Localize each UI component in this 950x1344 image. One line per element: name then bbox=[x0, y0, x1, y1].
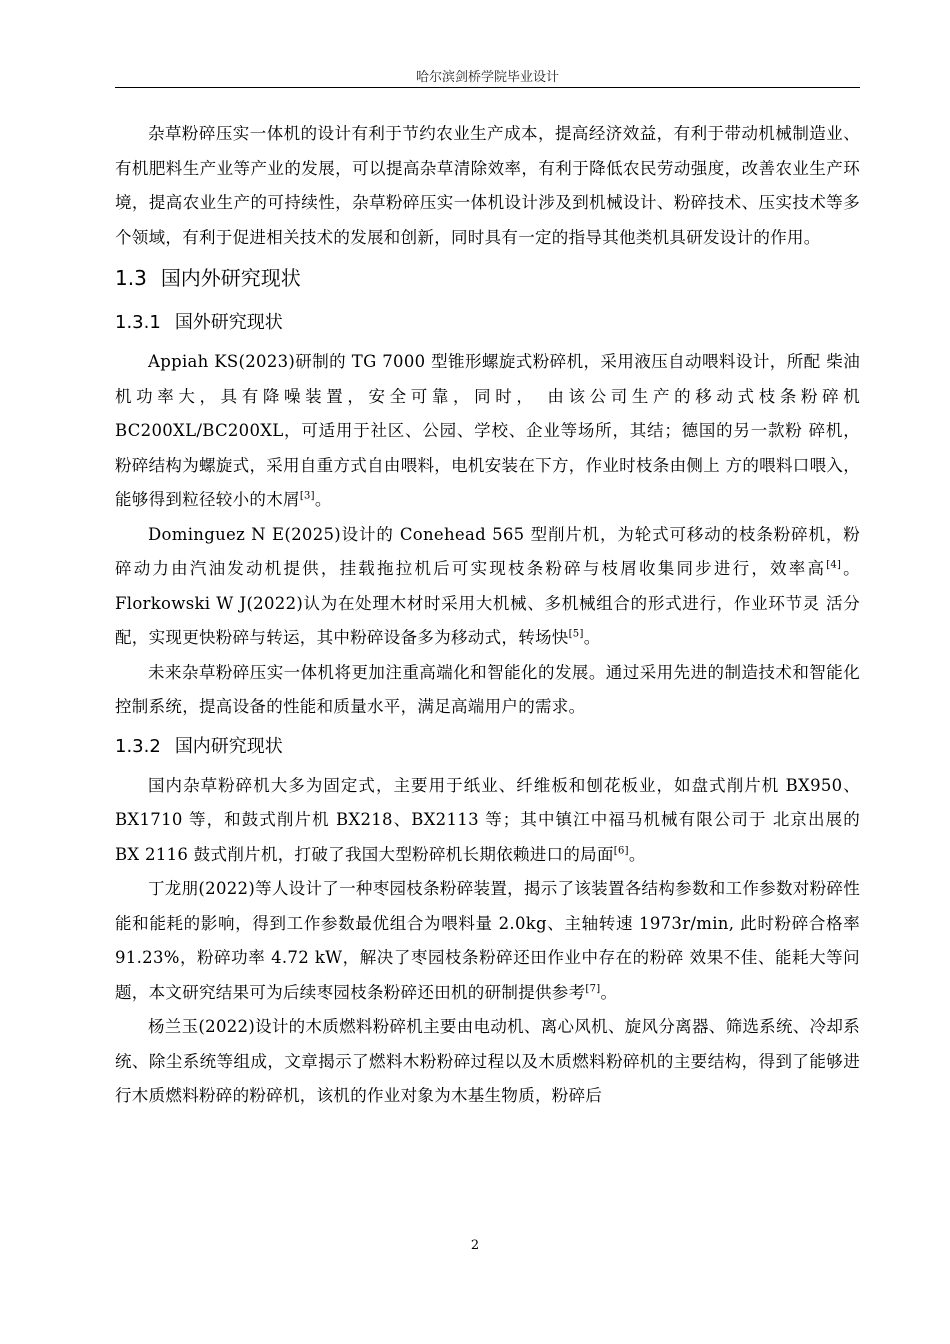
subsection-title: 国内研究现状 bbox=[174, 735, 283, 757]
paragraph-end: 。 bbox=[583, 628, 601, 647]
paragraph-domestic-chippers bbox=[115, 769, 860, 873]
paragraph-end: 。 bbox=[600, 982, 618, 1002]
paragraph-dominguez bbox=[115, 518, 860, 656]
subsection-title: 国外研究现状 bbox=[174, 312, 283, 333]
subsection-number: 1.3.1 bbox=[115, 312, 161, 333]
citation-ref: [3] bbox=[299, 490, 315, 502]
subsection-number: 1.3.2 bbox=[115, 735, 161, 757]
citation-ref: [5] bbox=[568, 628, 584, 640]
paragraph-ding-longpeng bbox=[115, 872, 860, 1010]
document-body bbox=[115, 117, 860, 1114]
paragraph-text: 。 Florkowski W J(2022)认为在处理木材时采用大机械、多机械组合的形式进行，作业环节灵 活分配，实现更快粉碎与转运，其中粉碎设备多为移动式，转场快 bbox=[115, 559, 860, 647]
paragraph-appiah bbox=[115, 345, 860, 518]
page-header-title: 哈尔滨剑桥学院毕业设计 bbox=[415, 70, 559, 85]
citation-ref: [6] bbox=[613, 845, 629, 856]
paragraph-text: Dominguez N E(2025)设计的 Conehead 565 型削片机，为轮式可移动的枝条粉碎机，粉碎动力由汽油发动机提供，挂载拖拉机后可实现枝条粉碎与枝屑收集同步进行，效率高 bbox=[115, 524, 860, 578]
paragraph-significance: 杂草粉碎压实一体机的设计有利于节约农业生产成本，提高经济效益，有利于带动机械制造业、有机肥料生产业等产业的发展，可以提高杂草清除效率，有利于降低农民劳动强度，改善农业生产环境，提高农业生产的可持续性，杂草粉碎压实一体机设计涉及到机械设计、粉碎技术、压实技术等多个领域，有利于促进相关技术的发展和创新，同时具有一定的指导其他类机具研发设计的作用。 bbox=[115, 124, 860, 247]
citation-ref: [4] bbox=[826, 559, 842, 571]
paragraph-text: 国内杂草粉碎机大多为固定式，主要用于纸业、纤维板和刨花板业，如盘式削片机 BX950、BX1710 等，和鼓式削片机 BX218、BX2113 等；其中镇江中福马机械有限公司于 北京出展的 BX 2116 鼓式削片机，打破了我国大型粉碎机长期依赖进口的局面 bbox=[115, 775, 860, 864]
subsection-heading-1-3-2 bbox=[115, 725, 860, 769]
citation-ref: [7] bbox=[585, 983, 601, 994]
paragraph-future: 未来杂草粉碎压实一体机将更加注重高端化和智能化的发展。通过采用先进的制造技术和智能化控制系统，提高设备的性能和质量水平，满足高端用户的需求。 bbox=[115, 662, 860, 716]
section-title: 国内外研究现状 bbox=[160, 266, 301, 290]
paragraph-end: 。 bbox=[628, 844, 646, 864]
section-heading-1-3 bbox=[115, 255, 860, 301]
paragraph-text: Appiah KS(2023)研制的 TG 7000 型锥形螺旋式粉碎机，采用液压自动喂料设计，所配 柴油机功率大，具有降噪装置，安全可靠，同时， 由该公司生产的移动式枝条粉碎机 BC200XL/BC200XL，可适用于社区、公园、学校、企业等场所，其结；德国的另一款粉 碎机，粉碎结构为螺旋式，采用自重方式自由喂料，电机安装在下方，作业时枝条由侧上 方的喂料口喂入，能够得到粒径较小的木屑 bbox=[115, 352, 860, 509]
section-number: 1.3 bbox=[115, 266, 147, 290]
header-rule bbox=[115, 87, 860, 88]
page-number: 2 bbox=[470, 1238, 480, 1253]
paragraph-text: 丁龙朋(2022)等人设计了一种枣园枝条粉碎装置，揭示了该装置各结构参数和工作参数对粉碎性能和能耗的影响，得到工作参数最优组合为喂料量 2.0kg、主轴转速 1973r/min, 此时粉碎合格率 91.23%，粉碎功率 4.72 kW，解决了枣园枝条粉碎还田作业中存在的粉碎 效果不佳、能耗大等问题，本文研究结果可为后续枣园枝条粉碎还田机的研制提供参考 bbox=[115, 879, 860, 1002]
subsection-heading-1-3-1 bbox=[115, 301, 860, 345]
paragraph-end: 。 bbox=[314, 490, 332, 509]
paragraph-yang-lanyu: 杨兰玉(2022)设计的木质燃料粉碎机主要由电动机、离心风机、旋风分离器、筛选系统、冷却系统、除尘系统等组成，文章揭示了燃料木粉粉碎过程以及木质燃料粉碎机的主要结构，得到了能够进行木质燃料粉碎的粉碎机，该机的作业对象为木基生物质，粉碎后 bbox=[115, 1017, 860, 1105]
